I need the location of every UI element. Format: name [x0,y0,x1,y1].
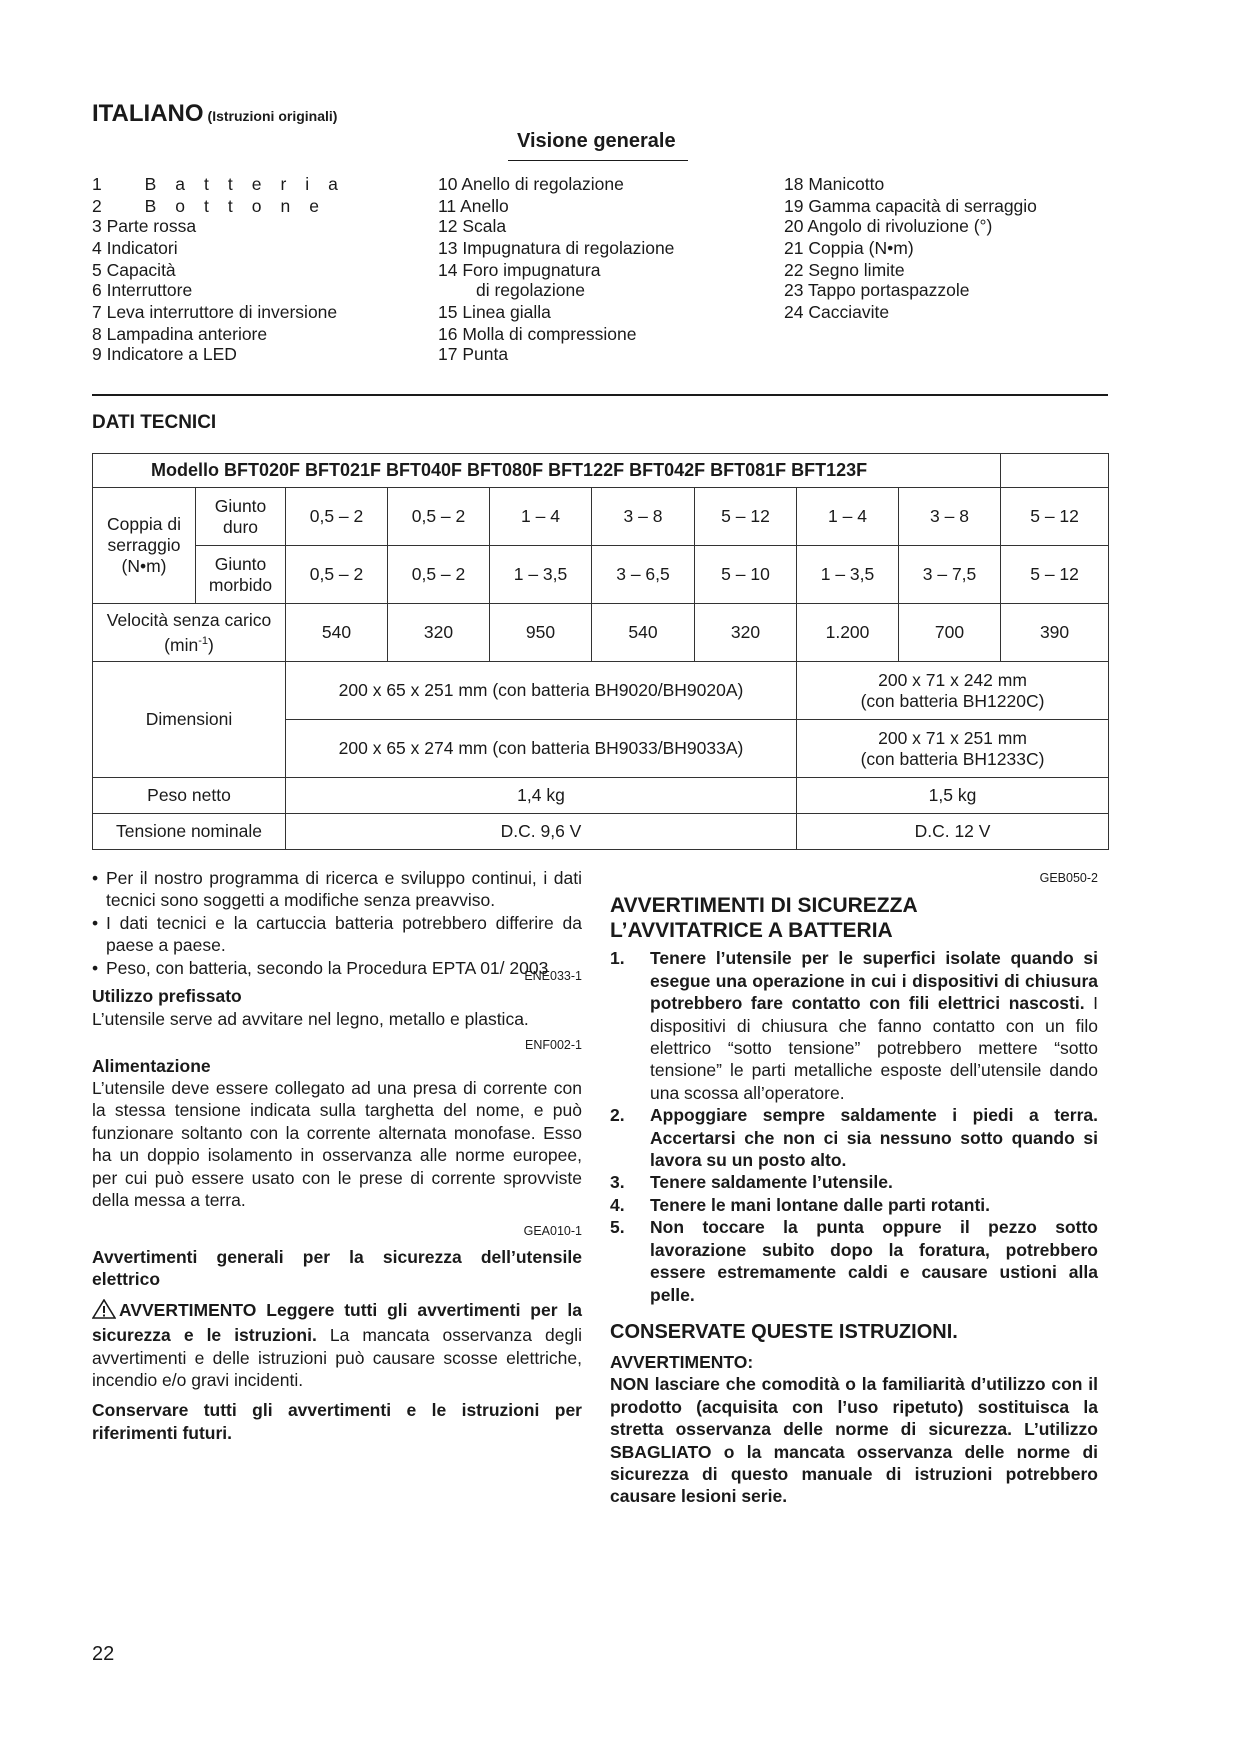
use-title: Utilizzo prefissato [92,986,242,1007]
speed-label: Velocità senza carico $(\min^{-1})$ [93,604,286,662]
legend-column-1 [92,174,412,364]
overview-title-underline [508,160,688,161]
table-cell: 1 – 3,5 [490,546,592,604]
legend-item: 8 Lampadina anteriore [92,324,268,344]
table-cell: D.C. 9,6 V [286,814,797,850]
hard-joint-label: Giunto duro [196,488,286,546]
table-cell: 390 [1001,604,1109,662]
legend-item: 4 Indicatori [92,238,178,258]
page-number: 22 [92,1643,115,1665]
table-cell: 1 – 3,5 [797,546,899,604]
note-item: • I dati tecnici e la cartuccia batteria potrebbero differire da paese a paese. [92,912,582,956]
power-title: Alimentazione [92,1055,211,1076]
warning-label: AVVERTIMENTO: [610,1351,754,1372]
legend-item: 13 Impugnatura di regolazione [438,238,675,258]
legend-item: 19 Gamma capacità di serraggio [784,196,1037,216]
table-cell: 3 – 8 [592,488,695,546]
table-cell: 320 [388,604,490,662]
use-text: L’utensile serve ad avvitare nel legno, metallo e plastica. [92,1008,529,1029]
table-cell: 5 – 10 [695,546,797,604]
safety-item: 3. Tenere saldamente l’utensile. [610,1172,893,1193]
table-cell: 200 x 71 x 242 mm (con batteria BH1220C) [797,662,1109,720]
voltage-row [93,814,1109,850]
doc-code: GEB050-2 [1039,871,1098,885]
soft-joint-label: Giunto morbido [196,546,286,604]
legend-item: 6 Interruttore [92,280,193,300]
table-cell: 1,4 kg [286,778,797,814]
soft-joint-row [93,546,1109,604]
legend-item: 18 Manicotto [784,174,885,194]
table-cell: 1.200 [797,604,899,662]
legend-item: 21 Coppia (N•m) [784,238,914,258]
keep-instructions-text: Conservare tutti gli avvertimenti e le istruzioni per riferimenti futuri. [92,1400,582,1443]
legend-item: 3 Parte rossa [92,216,197,236]
legend-item: 20 Angolo di rivoluzione (°) [784,216,993,236]
legend-item: 9 Indicatore a LED [92,344,237,364]
hard-joint-row [93,488,1109,546]
voltage-label: Tensione nominale [93,814,286,850]
model-empty-cell [1001,454,1109,488]
page-title [92,100,337,128]
legend-item: 16 Molla di compressione [438,324,637,344]
legend-item: 5 Capacità [92,260,176,280]
dimensions-row-1 [93,662,1109,720]
table-cell: 540 [592,604,695,662]
table-cell: 0,5 – 2 [286,546,388,604]
general-warnings-title: Avvertimenti generali per la sicurezza dell’utensile elettrico [92,1246,582,1290]
legend-column-2 [438,174,758,364]
legend-item: 10 Anello di regolazione [438,174,624,194]
overview-title: Visione generale [517,130,676,152]
table-cell: 320 [695,604,797,662]
conserve-heading: CONSERVATE QUESTE ISTRUZIONI. [610,1320,958,1343]
table-cell: 1 – 4 [797,488,899,546]
legend-item: 22 Segno limite [784,260,905,280]
warning-text: NON lasciare che comodità o la familiarità d’utilizzo con il prodotto (acquisita con l’uso ripetuto) sostituisca la stretta osservanza delle norme di sicurezza. L’utilizzo SBAGLIATO o la mancata osservanza delle norme di sicurezza di questo manuale di istruzioni potrebbero causare lesioni serie. [610,1374,1098,1507]
table-cell: 5 – 12 [1001,546,1109,604]
table-cell: 1,5 kg [797,778,1109,814]
table-cell: 200 x 65 x 251 mm (con batteria BH9020/BH9020A) [286,662,797,720]
legend-item: 7 Leva interruttore di inversione [92,302,338,322]
language-subtitle: (Istruzioni originali) [207,108,338,124]
weight-row [93,778,1109,814]
safety-item: 1. Tenere l’utensile per le superfici isolate quando si esegue una operazione in cui i dispositivi di chiusura potrebbero fare contatto con fili elettrici nascosti. I dispositivi di chiusura che fanno contatto con un filo elettrico “sotto tensione” potrebbero mettere “sotto tensione” le parti metalliche esposte dell’utensile dando una scossa all’operatore. [610,948,1098,1103]
doc-code: ENF002-1 [525,1038,582,1053]
safety-item: 5. Non toccare la punta oppure il pezzo sotto lavorazione subito dopo la foratura, potrebbero essere estremamente caldi e causare ustioni alla pelle. [610,1217,1098,1305]
table-cell: 5 – 12 [695,488,797,546]
table-cell: 200 x 71 x 251 mm (con batteria BH1233C) [797,720,1109,778]
table-cell: 3 – 6,5 [592,546,695,604]
table-cell: 0,5 – 2 [388,546,490,604]
legend-item: 15 Linea gialla [438,302,551,322]
legend-item: 24 Cacciavite [784,302,890,322]
weight-label: Peso netto [93,778,286,814]
safety-list [610,947,1098,1306]
safety-item: 2. Appoggiare sempre saldamente i piedi a terra. Accertarsi che non ci sia nessuno sotto quando si lavora su un posto alto. [610,1105,1098,1171]
legend-item: 2 Bottone [92,196,338,216]
dimensions-label: Dimensioni [93,662,286,778]
right-column [610,867,1098,1508]
table-cell: 540 [286,604,388,662]
doc-code: GEA010-1 [523,1223,582,1238]
legend-item: 12 Scala [438,216,507,236]
specs-table [92,453,1109,850]
table-cell: 0,5 – 2 [286,488,388,546]
table-cell: 5 – 12 [1001,488,1109,546]
speed-row [93,604,1109,662]
legend-item: 1 Batteria [92,174,357,194]
safety-item: 4. Tenere le mani lontane dalle parti rotanti. [610,1194,991,1215]
legend-item: 23 Tappo portaspazzole [784,280,970,300]
legend-item: 17 Punta [438,344,509,364]
model-header: Modello BFT020F BFT021F BFT040F BFT080F BFT122F BFT042F BFT081F BFT123F [93,454,1001,488]
doc-code: ENE033-1 [524,969,582,984]
model-row [93,454,1109,488]
safety-title: AVVERTIMENTI DI SICUREZZA L’AVVITATRICE A BATTERIA [610,894,918,943]
table-cell: 0,5 – 2 [388,488,490,546]
table-cell: 1 – 4 [490,488,592,546]
language-heading: ITALIANO [92,100,204,127]
warning-paragraph: AVVERTIMENTO Leggere tutti gli avvertimenti per la sicurezza e le istruzioni. La mancata osservanza degli avvertimenti e delle istruzioni può causare scosse elettriche, incendio e/o gravi incidenti. [92,1299,582,1390]
legend-item: 11 Anello [438,196,509,216]
table-cell: 700 [899,604,1001,662]
table-cell: 200 x 65 x 274 mm (con batteria BH9033/BH9033A) [286,720,797,778]
legend-column-3 [784,174,1104,322]
note-item: • Peso, con batteria, secondo la Procedura EPTA 01/ 2003 [92,957,549,978]
table-cell: 950 [490,604,592,662]
warning-triangle-icon [92,1299,116,1324]
legend-item: 14 Foro impugnatura [438,260,601,280]
power-text: L’utensile deve essere collegato ad una presa di corrente con la stessa tensione indicata sulla targhetta del nome, e può funzionare soltanto con la corrente alternata monofase. Esso ha un doppio isolamento in osservanza alle norme europee, per cui può essere usato con le prese di corrente sprovviste della messa a terra. [92,1078,582,1211]
table-cell: 3 – 7,5 [899,546,1001,604]
note-item: • Per il nostro programma di ricerca e sviluppo continui, i dati tecnici sono soggetti a modifiche senza preavviso. [92,868,582,911]
legend-item-continuation: di regolazione [476,280,585,300]
section-divider [92,394,1108,396]
specs-title: DATI TECNICI [92,412,217,433]
torque-label: Coppia di serraggio (N•m) [93,488,196,604]
left-column [92,867,582,1444]
table-cell: 3 – 8 [899,488,1001,546]
table-cell: D.C. 12 V [797,814,1109,850]
